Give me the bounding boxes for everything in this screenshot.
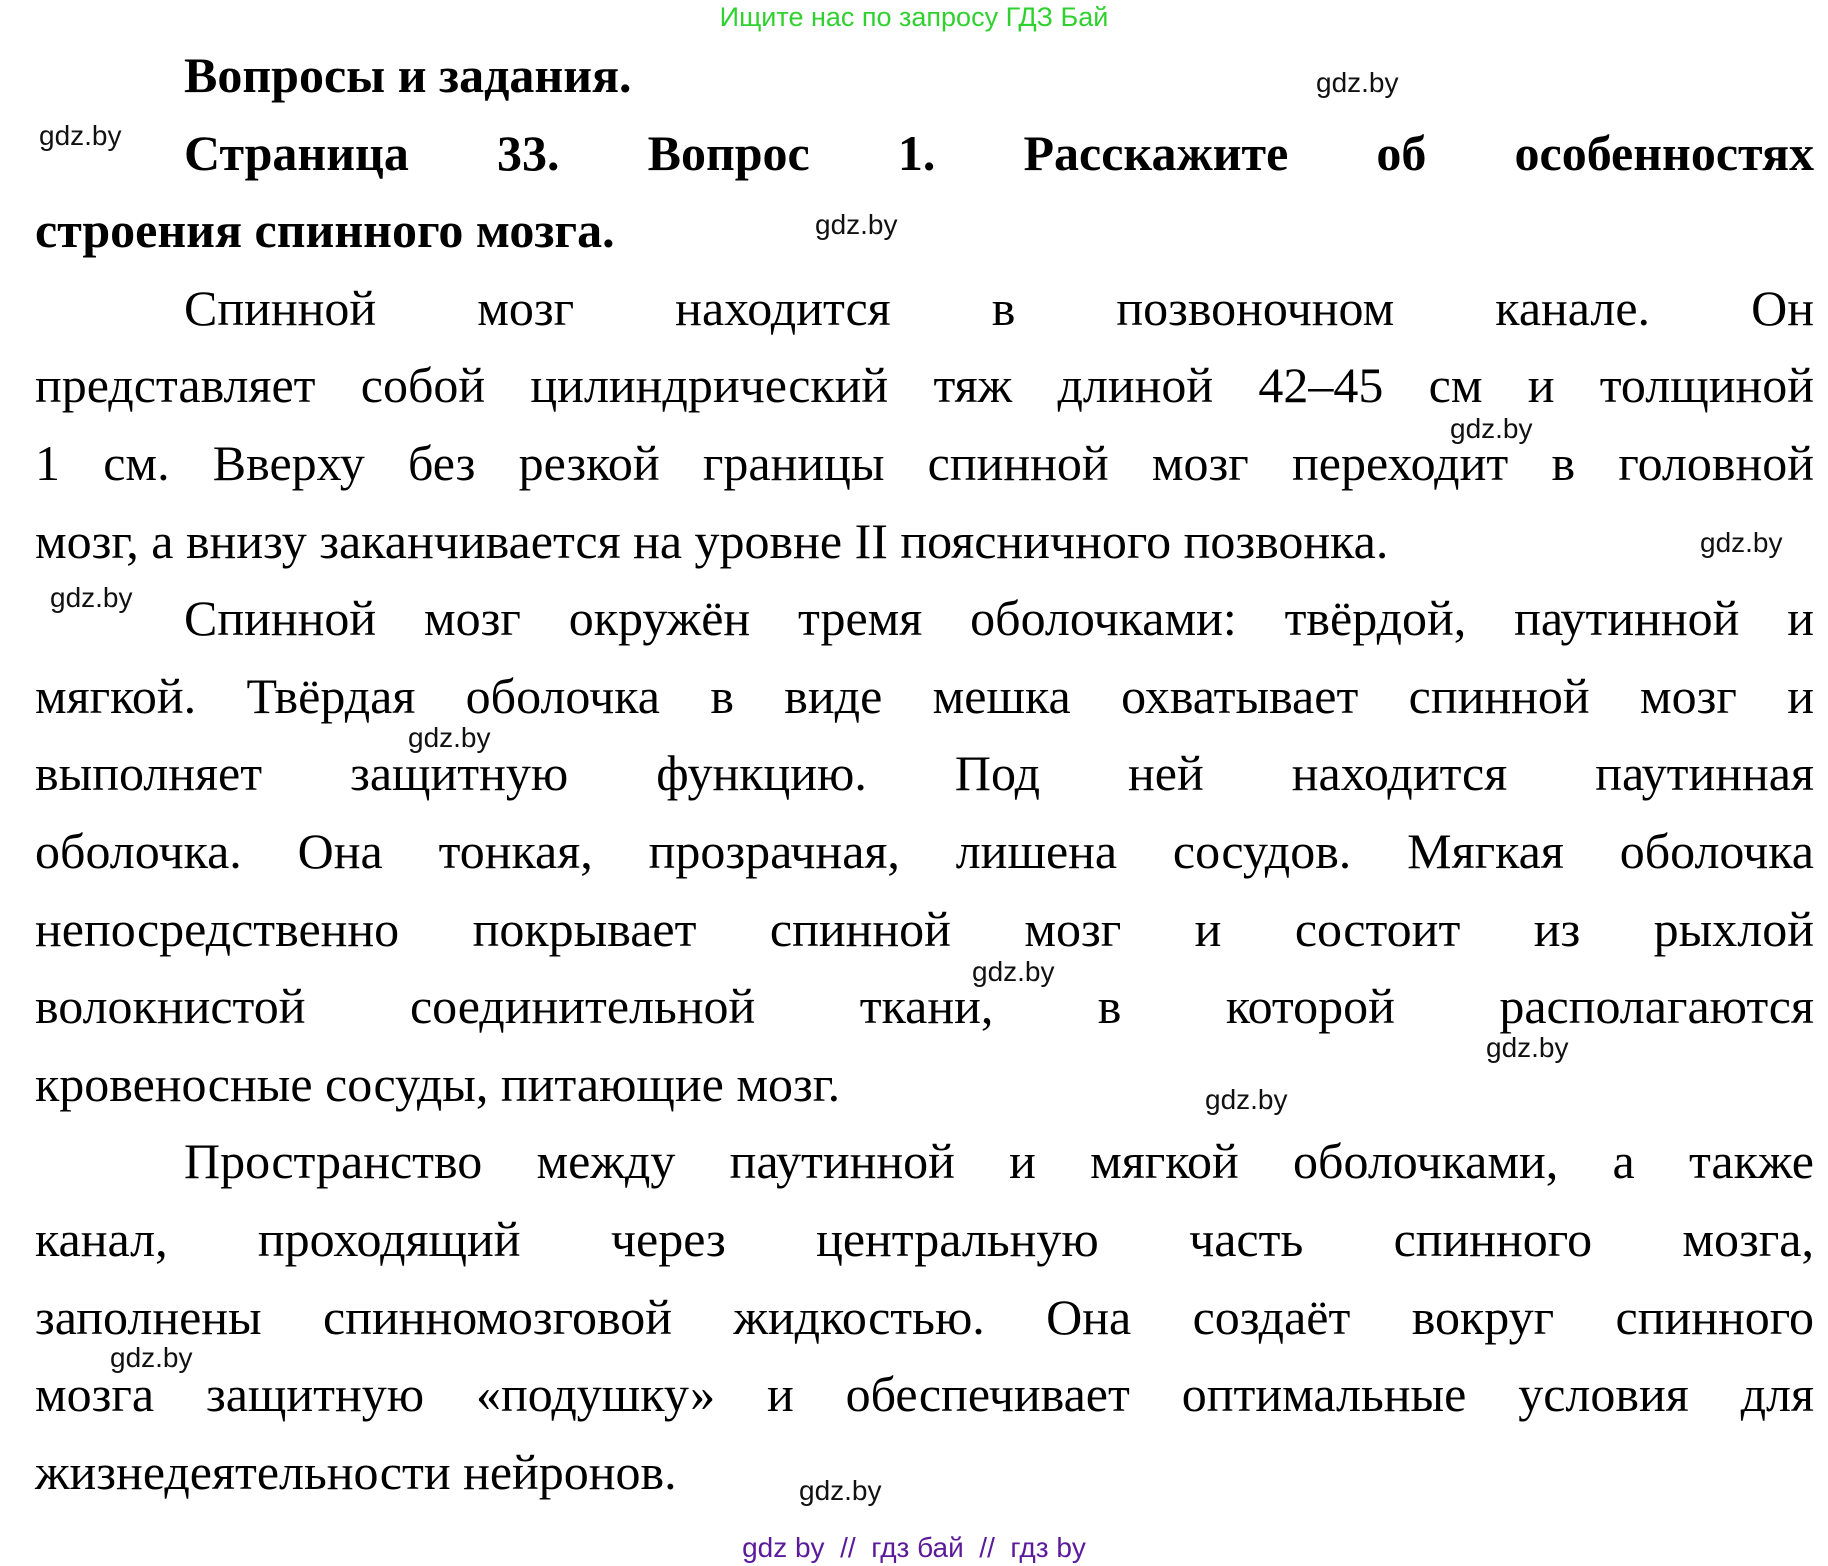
paragraph-line: Спинной мозг находится в позвоночном канале. Он [184,279,1814,336]
paragraph-line: волокнистой соединительной ткани, в которой располагаются [35,978,1814,1035]
watermark: gdz.by [1700,527,1783,558]
document-body [35,37,1814,1511]
paragraph-line: канал, проходящий через центральную часть спинного мозга, [35,1210,1814,1267]
watermark-top[interactable]: Ищите нас по запросу ГДЗ Бай [719,2,1109,32]
watermark: gdz.by [110,1342,193,1373]
paragraph-line: оболочка. Она тонкая, прозрачная, лишена сосудов. Мягкая оболочка [35,822,1814,879]
paragraph-line: заполнены спинномозговой жидкостью. Она создаёт вокруг спинного [35,1288,1814,1345]
paragraph-line: выполняет защитную функцию. Под ней находится паутинная [35,745,1814,802]
watermark: gdz.by [1450,413,1533,444]
watermark: gdz.by [1316,67,1399,98]
paragraph-line: мозг, а внизу заканчивается на уровне II поясничного позвонка. [35,512,1389,569]
question-line: строения спинного мозга. [35,202,615,259]
watermark: gdz.by [39,120,122,151]
paragraph-line: 1 см. Вверху без резкой границы спинной мозг переходит в головной [35,434,1814,491]
watermark: gdz.by [815,209,898,240]
watermark: gdz.by [1205,1084,1288,1115]
paragraph-line: представляет собой цилиндрический тяж длиной 42–45 см и толщиной [35,357,1814,414]
paragraph-line: кровеносные сосуды, питающие мозг. [35,1055,841,1112]
paragraph-line: непосредственно покрывает спинной мозг и состоит из рыхлой [35,900,1814,957]
watermark-bottom[interactable]: gdz by // гдз бай // гдз by [742,1532,1086,1563]
watermark: gdz.by [799,1475,882,1506]
paragraph-line: жизнедеятельности нейронов. [35,1443,677,1500]
paragraph-line: мягкой. Твёрдая оболочка в виде мешка охватывает спинной мозг и [35,667,1814,724]
paragraph-line: Спинной мозг окружён тремя оболочками: твёрдой, паутинной и [184,590,1814,647]
paragraph-line: Пространство между паутинной и мягкой оболочками, а также [184,1133,1814,1190]
watermark: gdz.by [972,956,1055,987]
watermark: gdz.by [408,722,491,753]
paragraph-line: мозга защитную «подушку» и обеспечивает оптимальные условия для [35,1366,1814,1423]
section-heading: Вопросы и задания. [184,47,632,103]
watermark: gdz.by [50,582,133,613]
watermark: gdz.by [1486,1032,1569,1063]
question-line: Страница 33. Вопрос 1. Расскажите об особенностях [184,124,1814,181]
